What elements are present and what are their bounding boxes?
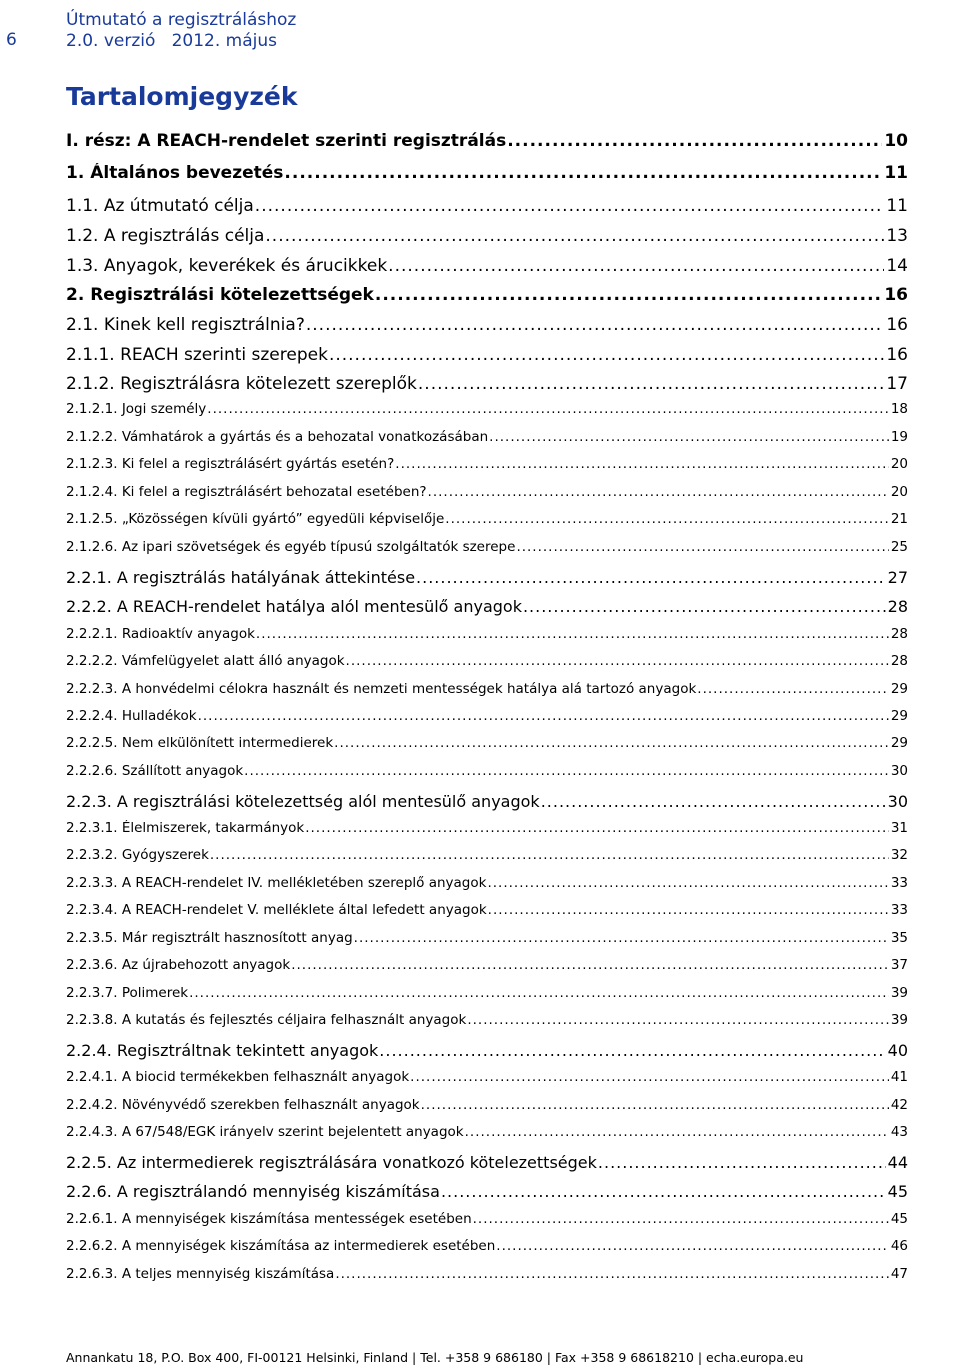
toc-dot-leader [354, 930, 889, 946]
toc-entry-page: 13 [886, 226, 908, 246]
toc-dot-leader [428, 484, 889, 500]
toc-dot-leader [334, 735, 889, 751]
toc-dot-leader [496, 1238, 889, 1254]
toc-entry-page: 16 [886, 315, 908, 335]
toc-entry[interactable] [66, 1097, 908, 1113]
toc-entry-label: 2.2.3.5. Már regisztrált hasznosított anyag [66, 930, 353, 946]
toc-entry-label: 2.2.6.3. A teljes mennyiség kiszámítása [66, 1266, 335, 1282]
toc-title: Tartalomjegyzék [66, 82, 298, 111]
toc-entry-label: 2.2.2.2. Vámfelügyelet alatt álló anyagok [66, 653, 345, 669]
toc-entry-label: 1.1. Az útmutató célja [66, 196, 254, 216]
toc-entry-label: 2.1.2.1. Jogi személy [66, 401, 207, 417]
toc-entry-page: 45 [887, 1182, 908, 1201]
toc-entry-page: 41 [890, 1069, 908, 1085]
toc-entry-label: 2.1.1. REACH szerinti szerepek [66, 345, 328, 365]
toc-entry-label: 2.2.6.1. A mennyiségek kiszámítása mentességek esetében [66, 1211, 472, 1227]
toc-dot-leader [516, 539, 888, 555]
toc-entry-label: 2.2.2.1. Radioaktív anyagok [66, 626, 255, 642]
document-header [66, 10, 466, 52]
toc-entry[interactable] [66, 429, 908, 445]
toc-dot-leader [507, 131, 882, 151]
toc-entry-page: 30 [887, 792, 908, 811]
toc-dot-leader [388, 256, 884, 276]
toc-entry-page: 11 [884, 163, 908, 183]
toc-entry[interactable] [66, 681, 908, 697]
toc-entry-page: 29 [890, 708, 908, 724]
toc-entry-label: I. rész: A REACH-rendelet szerinti regisztrálás [66, 131, 507, 151]
toc-dot-leader [488, 902, 889, 918]
toc-entry-label: 2. Regisztrálási kötelezettségek [66, 285, 374, 305]
toc-dot-leader [487, 875, 888, 891]
toc-dot-leader [291, 957, 889, 973]
toc-dot-leader [467, 1012, 888, 1028]
toc-entry-page: 33 [890, 902, 908, 918]
toc-entry-page: 47 [890, 1266, 908, 1282]
toc-entry-page: 35 [890, 930, 908, 946]
toc-entry-page: 30 [890, 763, 908, 779]
toc-entry-label: 2.1.2.4. Ki felel a regisztrálásért behozatal esetében? [66, 484, 427, 500]
toc-entry-page: 18 [890, 401, 908, 417]
toc-entry-page: 17 [886, 374, 908, 394]
toc-entry[interactable] [66, 163, 908, 183]
toc-dot-leader [255, 196, 885, 216]
toc-entry-label: 2.1.2.5. „Közösségen kívüli gyártó” egyedüli képviselője [66, 511, 445, 527]
toc-entry[interactable] [66, 539, 908, 555]
toc-entry[interactable] [66, 957, 908, 973]
toc-entry[interactable] [66, 315, 908, 335]
toc-dot-leader [410, 1069, 889, 1085]
toc-entry[interactable] [66, 626, 908, 642]
toc-entry[interactable] [66, 1211, 908, 1227]
toc-entry-label: 2.2.3.8. A kutatás és fejlesztés céljaira felhasznált anyagok [66, 1012, 467, 1028]
toc-entry-label: 2.1.2.3. Ki felel a regisztrálásért gyártás esetén? [66, 456, 395, 472]
toc-entry-label: 1.3. Anyagok, keverékek és árucikkek [66, 256, 388, 276]
toc-entry-page: 42 [890, 1097, 908, 1113]
toc-dot-leader [284, 163, 882, 183]
toc-entry-page: 16 [886, 345, 908, 365]
toc-dot-leader [465, 1124, 889, 1140]
toc-dot-leader [473, 1211, 889, 1227]
toc-dot-leader [306, 315, 885, 335]
toc-entry-label: 2.2.4.2. Növényvédő szerekben felhasznált anyagok [66, 1097, 420, 1113]
toc-entry-page: 10 [884, 131, 908, 151]
toc-entry[interactable] [66, 875, 908, 891]
toc-dot-leader [210, 847, 889, 863]
toc-entry[interactable] [66, 847, 908, 863]
toc-dot-leader [598, 1153, 886, 1172]
toc-dot-leader [189, 985, 889, 1001]
toc-entry[interactable] [66, 456, 908, 472]
toc-dot-leader [198, 708, 889, 724]
toc-entry-page: 32 [890, 847, 908, 863]
toc-entry-label: 2.2.3.1. Élelmiszerek, takarmányok [66, 820, 305, 836]
toc-entry[interactable] [66, 708, 908, 724]
toc-entry[interactable] [66, 985, 908, 1001]
toc-entry[interactable] [66, 792, 908, 811]
toc-entry-label: 2.2.3. A regisztrálási kötelezettség alól mentesülő anyagok [66, 792, 540, 811]
toc-entry-page: 27 [887, 568, 908, 587]
toc-entry[interactable] [66, 1266, 908, 1282]
toc-entry[interactable] [66, 285, 908, 305]
toc-entry-label: 2.2.2. A REACH-rendelet hatálya alól mentesülő anyagok [66, 597, 522, 616]
toc-entry-label: 2.2.2.6. Szállított anyagok [66, 763, 244, 779]
toc-dot-leader [489, 429, 889, 445]
document-title: Útmutató a regisztráláshoz [66, 10, 297, 30]
toc-entry[interactable] [66, 1182, 908, 1201]
toc-entry-label: 2.2.1. A regisztrálás hatályának áttekintése [66, 568, 416, 587]
toc-dot-leader [379, 1041, 885, 1060]
toc-dot-leader [375, 285, 882, 305]
toc-dot-leader [305, 820, 889, 836]
toc-entry[interactable] [66, 1069, 908, 1085]
toc-entry-page: 31 [890, 820, 908, 836]
toc-entry-label: 2.2.3.7. Polimerek [66, 985, 189, 1001]
toc-entry[interactable] [66, 374, 908, 394]
toc-entry[interactable] [66, 484, 908, 500]
toc-dot-leader [416, 568, 886, 587]
toc-dot-leader [418, 374, 884, 394]
toc-dot-leader [265, 226, 884, 246]
toc-entry-page: 28 [890, 653, 908, 669]
toc-entry-label: 2.2.4. Regisztráltnak tekintett anyagok [66, 1041, 379, 1060]
toc-entry-label: 2.2.3.3. A REACH-rendelet IV. mellékletében szereplő anyagok [66, 875, 487, 891]
toc-entry[interactable] [66, 401, 908, 417]
toc-dot-leader [541, 792, 886, 811]
toc-entry[interactable] [66, 930, 908, 946]
toc-entry-label: 2.1. Kinek kell regisztrálnia? [66, 315, 305, 335]
toc-dot-leader [335, 1266, 889, 1282]
toc-entry-page: 33 [890, 875, 908, 891]
toc-entry-label: 2.2.4.3. A 67/548/EGK irányelv szerint bejelentett anyagok [66, 1124, 464, 1140]
toc-entry-page: 43 [890, 1124, 908, 1140]
toc-entry-page: 28 [887, 597, 908, 616]
toc-entry-page: 28 [890, 626, 908, 642]
toc-dot-leader [346, 653, 889, 669]
toc-entry[interactable] [66, 1041, 908, 1060]
toc-entry[interactable] [66, 653, 908, 669]
toc-entry-label: 2.2.4.1. A biocid termékekben felhasznált anyagok [66, 1069, 410, 1085]
toc-dot-leader [207, 401, 889, 417]
toc-dot-leader [329, 345, 884, 365]
toc-entry[interactable] [66, 1153, 908, 1172]
toc-entry-page: 16 [884, 285, 908, 305]
toc-entry-label: 2.2.5. Az intermedierek regisztrálására vonatkozó kötelezettségek [66, 1153, 597, 1172]
toc-entry-label: 2.2.6.2. A mennyiségek kiszámítása az intermedierek esetében [66, 1238, 496, 1254]
toc-entry-page: 39 [890, 1012, 908, 1028]
toc-entry-page: 14 [886, 256, 908, 276]
toc-dot-leader [523, 597, 886, 616]
toc-entry-page: 39 [890, 985, 908, 1001]
toc-entry[interactable] [66, 345, 908, 365]
toc-entry-label: 2.1.2.6. Az ipari szövetségek és egyéb típusú szolgáltatók szerepe [66, 539, 516, 555]
toc-entry[interactable] [66, 256, 908, 276]
toc-entry-label: 2.2.6. A regisztrálandó mennyiség kiszámítása [66, 1182, 440, 1201]
toc-entry[interactable] [66, 902, 908, 918]
toc-dot-leader [441, 1182, 886, 1201]
toc-entry-page: 20 [890, 484, 908, 500]
toc-entry[interactable] [66, 568, 908, 587]
toc-dot-leader [697, 681, 889, 697]
toc-entry-page: 21 [890, 511, 908, 527]
toc-entry-page: 20 [890, 456, 908, 472]
toc-entry-label: 1. Általános bevezetés [66, 163, 284, 183]
toc-entry[interactable] [66, 597, 908, 616]
toc-entry-label: 2.2.3.4. A REACH-rendelet V. melléklete által lefedett anyagok [66, 902, 487, 918]
document-version: 2.0. verzió 2012. május [66, 31, 278, 51]
toc-entry[interactable] [66, 1238, 908, 1254]
toc-entry-label: 2.1.2. Regisztrálásra kötelezett szereplők [66, 374, 417, 394]
toc-entry[interactable] [66, 1012, 908, 1028]
toc-entry-page: 19 [890, 429, 908, 445]
toc-entry-page: 44 [887, 1153, 908, 1172]
page-number: 6 [6, 30, 17, 50]
toc-dot-leader [421, 1097, 889, 1113]
toc-dot-leader [244, 763, 889, 779]
toc-entry[interactable] [66, 226, 908, 246]
toc-entry[interactable] [66, 735, 908, 751]
toc-entry[interactable] [66, 511, 908, 527]
toc-entry-page: 25 [890, 539, 908, 555]
toc-entry-page: 46 [890, 1238, 908, 1254]
toc-entry[interactable] [66, 196, 908, 216]
toc-entry-label: 2.2.2.5. Nem elkülönített intermedierek [66, 735, 334, 751]
toc-entry[interactable] [66, 131, 908, 151]
toc-entry-page: 40 [887, 1041, 908, 1060]
toc-entry-label: 2.2.2.4. Hulladékok [66, 708, 197, 724]
toc-entry-label: 2.2.3.2. Gyógyszerek [66, 847, 209, 863]
toc-entry-page: 29 [890, 681, 908, 697]
toc-dot-leader [395, 456, 889, 472]
toc-entry-page: 29 [890, 735, 908, 751]
toc-dot-leader [256, 626, 889, 642]
toc-entry-page: 11 [886, 196, 908, 216]
toc-entry-label: 1.2. A regisztrálás célja [66, 226, 265, 246]
page-footer: Annankatu 18, P.O. Box 400, FI-00121 Helsinki, Finland | Tel. +358 9 686180 | Fax +358 9 68618210 | echa.europa.eu [66, 1350, 804, 1365]
toc-entry[interactable] [66, 820, 908, 836]
toc-entry-page: 37 [890, 957, 908, 973]
toc-entry-label: 2.2.3.6. Az újrabehozott anyagok [66, 957, 291, 973]
toc-entry[interactable] [66, 1124, 908, 1140]
toc-dot-leader [445, 511, 889, 527]
toc-entry-label: 2.1.2.2. Vámhatárok a gyártás és a behozatal vonatkozásában [66, 429, 489, 445]
toc-entry[interactable] [66, 763, 908, 779]
toc-entry-label: 2.2.2.3. A honvédelmi célokra használt és nemzeti mentességek hatálya alá tartozó anyagok [66, 681, 697, 697]
toc-entry-page: 45 [890, 1211, 908, 1227]
